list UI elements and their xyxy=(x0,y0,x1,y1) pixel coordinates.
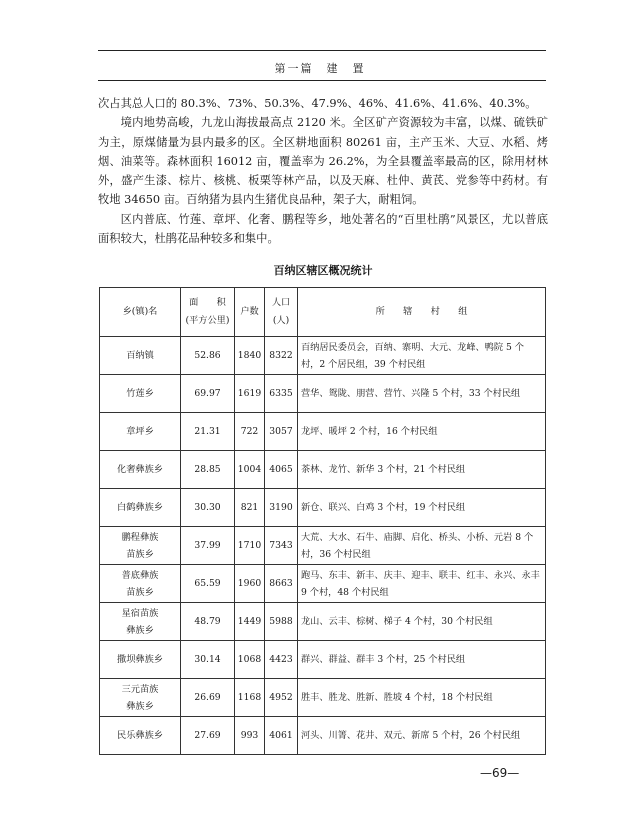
header-area: 面 积 (平方公里) xyxy=(181,288,235,337)
cell-households: 993 xyxy=(235,717,265,755)
cell-area: 21.31 xyxy=(181,413,235,451)
cell-villages: 营华、鸳陇、朋营、营竹、兴隆 5 个村，33 个村民组 xyxy=(298,375,546,413)
paragraph: 境内地势高峻，九龙山海拔最高点 2120 米。全区矿产资源较为丰富，以煤、硫铁矿为主，原煤储量为县内最多的区。全区耕地面积 80261 亩，主产玉米、大豆、水稻、烤烟、油菜等。森林面积 16012 亩，覆盖率为 26.2%，为全县覆盖率最高的区，除用材林外，盛产生漆、棕片、核桃、板栗等林产品，以及天麻、杜仲、黄芪、党参等中药材。有牧地 34650 亩。百纳猪为县内生猪优良品种，架子大，耐粗饲。 xyxy=(98,116,548,207)
cell-name: 民乐彝族乡 xyxy=(100,717,181,755)
cell-name: 章坪乡 xyxy=(100,413,181,451)
cell-area: 27.69 xyxy=(181,717,235,755)
header-name: 乡(镇)名 xyxy=(100,288,181,337)
cell-area: 30.14 xyxy=(181,641,235,679)
cell-population: 3190 xyxy=(265,489,298,527)
paragraph: 区内普底、竹莲、章坪、化奢、鹏程等乡，地处著名的“百里杜鹃”风景区，尤以普底面积较大，杜鹃花品种较多和集中。 xyxy=(98,212,548,246)
cell-population: 8322 xyxy=(265,337,298,375)
cell-area: 65.59 xyxy=(181,565,235,603)
cell-area: 48.79 xyxy=(181,603,235,641)
cell-population: 4952 xyxy=(265,679,298,717)
table-row xyxy=(100,717,546,755)
cell-name: 撒坝彝族乡 xyxy=(100,641,181,679)
table-header-row xyxy=(100,288,546,337)
cell-population: 4065 xyxy=(265,451,298,489)
cell-area: 69.97 xyxy=(181,375,235,413)
cell-name: 化奢彝族乡 xyxy=(100,451,181,489)
cell-name: 三元苗族 彝族乡 xyxy=(100,679,181,717)
cell-area: 37.99 xyxy=(181,527,235,565)
cell-population: 7343 xyxy=(265,527,298,565)
paragraph: 次占其总人口的 80.3%、73%、50.3%、47.9%、46%、41.6%、41.6%、40.3%。 xyxy=(98,97,537,110)
cell-name: 竹莲乡 xyxy=(100,375,181,413)
cell-households: 722 xyxy=(235,413,265,451)
table-row xyxy=(100,451,546,489)
cell-name: 鹏程彝族 苗族乡 xyxy=(100,527,181,565)
cell-households: 1168 xyxy=(235,679,265,717)
cell-households: 1619 xyxy=(235,375,265,413)
cell-villages: 大荒、大水、石牛、庙脚、启化、桥头、小桥、元岩 8 个村，36 个村民组 xyxy=(298,527,546,565)
cell-population: 8663 xyxy=(265,565,298,603)
cell-villages: 百纳居民委员会，百纳、寨明、大元、龙峰、鸭院 5 个村，2 个居民组，39 个村民组 xyxy=(298,337,546,375)
cell-villages: 茶林、龙竹、新华 3 个村，21 个村民组 xyxy=(298,451,546,489)
cell-population: 3057 xyxy=(265,413,298,451)
cell-name: 百纳镇 xyxy=(100,337,181,375)
cell-households: 1840 xyxy=(235,337,265,375)
table-row xyxy=(100,641,546,679)
header-households: 户数 xyxy=(235,288,265,337)
body-text xyxy=(98,94,548,248)
header-rule-top xyxy=(98,50,546,51)
cell-name: 星宿苗族 彝族乡 xyxy=(100,603,181,641)
header-population: 人口 (人) xyxy=(265,288,298,337)
table-row xyxy=(100,337,546,375)
running-header: 第一篇 建 置 xyxy=(274,62,366,75)
cell-villages: 跑马、东丰、新丰、庆丰、迎丰、联丰、红丰、永兴、永丰 9 个村，48 个村民组 xyxy=(298,565,546,603)
table-body xyxy=(100,337,546,755)
cell-villages: 河头、川箐、花井、双元、新席 5 个村，26 个村民组 xyxy=(298,717,546,755)
table-row xyxy=(100,527,546,565)
table-title: 百纳区辖区概况统计 xyxy=(273,264,373,277)
header-villages: 所 辖 村 组 xyxy=(298,288,546,337)
cell-households: 821 xyxy=(235,489,265,527)
cell-area: 28.85 xyxy=(181,451,235,489)
cell-households: 1068 xyxy=(235,641,265,679)
table-row xyxy=(100,565,546,603)
table-row xyxy=(100,489,546,527)
cell-households: 1004 xyxy=(235,451,265,489)
cell-area: 30.30 xyxy=(181,489,235,527)
header-rule-bottom xyxy=(98,80,546,81)
cell-villages: 龙山、云丰、棕树、梯子 4 个村，30 个村民组 xyxy=(298,603,546,641)
cell-villages: 胜丰、胜龙、胜新、胜坡 4 个村，18 个村民组 xyxy=(298,679,546,717)
cell-villages: 群兴、群益、群丰 3 个村，25 个村民组 xyxy=(298,641,546,679)
page-number: —69— xyxy=(480,766,520,780)
cell-population: 6335 xyxy=(265,375,298,413)
cell-population: 5988 xyxy=(265,603,298,641)
cell-population: 4423 xyxy=(265,641,298,679)
cell-population: 4061 xyxy=(265,717,298,755)
cell-name: 普底彝族 苗族乡 xyxy=(100,565,181,603)
cell-households: 1960 xyxy=(235,565,265,603)
table-row xyxy=(100,413,546,451)
cell-households: 1449 xyxy=(235,603,265,641)
cell-villages: 龙坪、暖坪 2 个村，16 个村民组 xyxy=(298,413,546,451)
cell-area: 52.86 xyxy=(181,337,235,375)
cell-area: 26.69 xyxy=(181,679,235,717)
table-row xyxy=(100,679,546,717)
cell-name: 白鹤彝族乡 xyxy=(100,489,181,527)
table-row xyxy=(100,375,546,413)
table-row xyxy=(100,603,546,641)
district-statistics-table xyxy=(99,287,546,755)
cell-households: 1710 xyxy=(235,527,265,565)
cell-villages: 新仓、联兴、白鸡 3 个村，19 个村民组 xyxy=(298,489,546,527)
